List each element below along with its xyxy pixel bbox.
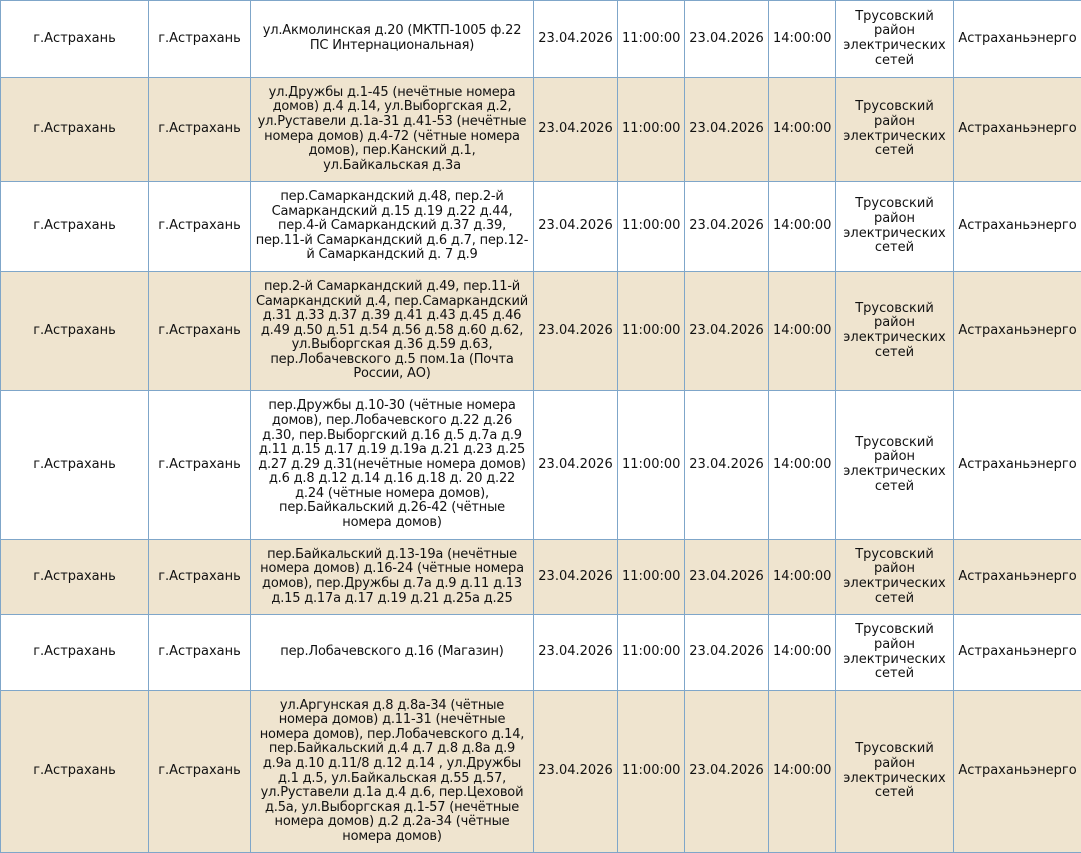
region-cell: г.Астрахань bbox=[1, 78, 149, 182]
table-row bbox=[1, 691, 1081, 853]
table-row bbox=[1, 1, 1081, 78]
start-date-cell: 23.04.2026 bbox=[534, 691, 618, 853]
city-cell: г.Астрахань bbox=[149, 540, 251, 615]
start-time-cell: 11:00:00 bbox=[618, 272, 685, 391]
organization-cell: Астраханьэнерго bbox=[954, 615, 1081, 691]
end-time-cell: 14:00:00 bbox=[769, 272, 836, 391]
district-cell: Трусовский район электрических сетей bbox=[836, 691, 954, 853]
table-row bbox=[1, 78, 1081, 182]
end-time-cell: 14:00:00 bbox=[769, 391, 836, 540]
table-row bbox=[1, 615, 1081, 691]
organization-cell: Астраханьэнерго bbox=[954, 540, 1081, 615]
end-date-cell: 23.04.2026 bbox=[685, 391, 769, 540]
city-cell: г.Астрахань bbox=[149, 272, 251, 391]
address-cell: пер.Дружбы д.10-30 (чётные номера домов), пер.Лобачевского д.22 д.26 д.30, пер.Выборгский д.16 д.5 д.7а д.9 д.11 д.15 д.17 д.19 д.19а д.21 д.23 д.25 д.27 д.29 д.31(нечётные номера домов) д.6 д.8 д.12 д.14 д.16 д.18 д. 20 д.22 д.24 (чётные номера домов), пер.Байкальский д.26-42 (чётные номера домов) bbox=[251, 391, 534, 540]
organization-cell: Астраханьэнерго bbox=[954, 691, 1081, 853]
start-time-cell: 11:00:00 bbox=[618, 1, 685, 78]
region-cell: г.Астрахань bbox=[1, 540, 149, 615]
address-cell: ул.Дружбы д.1-45 (нечётные номера домов) д.4 д.14, ул.Выборгская д.2, ул.Руставели д.1а-31 д.41-53 (нечётные номера домов) д.4-72 (чётные номера домов), пер.Канский д.1, ул.Байкальская д.3а bbox=[251, 78, 534, 182]
region-cell: г.Астрахань bbox=[1, 182, 149, 272]
organization-cell: Астраханьэнерго bbox=[954, 1, 1081, 78]
district-cell: Трусовский район электрических сетей bbox=[836, 272, 954, 391]
end-time-cell: 14:00:00 bbox=[769, 615, 836, 691]
city-cell: г.Астрахань bbox=[149, 615, 251, 691]
table-row bbox=[1, 391, 1081, 540]
start-date-cell: 23.04.2026 bbox=[534, 78, 618, 182]
city-cell: г.Астрахань bbox=[149, 1, 251, 78]
end-date-cell: 23.04.2026 bbox=[685, 691, 769, 853]
end-date-cell: 23.04.2026 bbox=[685, 540, 769, 615]
start-date-cell: 23.04.2026 bbox=[534, 391, 618, 540]
end-time-cell: 14:00:00 bbox=[769, 182, 836, 272]
city-cell: г.Астрахань bbox=[149, 78, 251, 182]
end-date-cell: 23.04.2026 bbox=[685, 272, 769, 391]
end-time-cell: 14:00:00 bbox=[769, 1, 836, 78]
region-cell: г.Астрахань bbox=[1, 1, 149, 78]
end-date-cell: 23.04.2026 bbox=[685, 182, 769, 272]
organization-cell: Астраханьэнерго bbox=[954, 182, 1081, 272]
end-time-cell: 14:00:00 bbox=[769, 691, 836, 853]
start-time-cell: 11:00:00 bbox=[618, 391, 685, 540]
district-cell: Трусовский район электрических сетей bbox=[836, 540, 954, 615]
district-cell: Трусовский район электрических сетей bbox=[836, 1, 954, 78]
district-cell: Трусовский район электрических сетей bbox=[836, 615, 954, 691]
table-row bbox=[1, 182, 1081, 272]
organization-cell: Астраханьэнерго bbox=[954, 391, 1081, 540]
city-cell: г.Астрахань bbox=[149, 691, 251, 853]
city-cell: г.Астрахань bbox=[149, 391, 251, 540]
region-cell: г.Астрахань bbox=[1, 391, 149, 540]
region-cell: г.Астрахань bbox=[1, 615, 149, 691]
end-time-cell: 14:00:00 bbox=[769, 78, 836, 182]
start-time-cell: 11:00:00 bbox=[618, 615, 685, 691]
region-cell: г.Астрахань bbox=[1, 691, 149, 853]
start-date-cell: 23.04.2026 bbox=[534, 540, 618, 615]
start-date-cell: 23.04.2026 bbox=[534, 272, 618, 391]
address-cell: пер.Байкальский д.13-19а (нечётные номера домов) д.16-24 (чётные номера домов), пер.Дружбы д.7а д.9 д.11 д.13 д.15 д.17а д.17 д.19 д.21 д.25а д.25 bbox=[251, 540, 534, 615]
address-cell: ул.Аргунская д.8 д.8а-34 (чётные номера домов) д.11-31 (нечётные номера домов), пер.Лобачевского д.14, пер.Байкальский д.4 д.7 д.8 д.8а д.9 д.9а д.10 д.11/8 д.12 д.14 , ул.Дружбы д.1 д.5, ул.Байкальская д.55 д.57, ул.Руставели д.1а д.4 д.6, пер.Цеховой д.5а, ул.Выборгская д.1-57 (нечётные номера домов) д.2 д.2а-34 (чётные номера домов) bbox=[251, 691, 534, 853]
start-time-cell: 11:00:00 bbox=[618, 182, 685, 272]
start-date-cell: 23.04.2026 bbox=[534, 1, 618, 78]
start-time-cell: 11:00:00 bbox=[618, 78, 685, 182]
end-date-cell: 23.04.2026 bbox=[685, 1, 769, 78]
address-cell: пер.Самаркандский д.48, пер.2-й Самаркандский д.15 д.19 д.22 д.44, пер.4-й Самаркандский д.37 д.39, пер.11-й Самаркандский д.6 д.7, пер.12-й Самаркандский д. 7 д.9 bbox=[251, 182, 534, 272]
start-time-cell: 11:00:00 bbox=[618, 691, 685, 853]
district-cell: Трусовский район электрических сетей bbox=[836, 391, 954, 540]
organization-cell: Астраханьэнерго bbox=[954, 78, 1081, 182]
district-cell: Трусовский район электрических сетей bbox=[836, 182, 954, 272]
region-cell: г.Астрахань bbox=[1, 272, 149, 391]
start-date-cell: 23.04.2026 bbox=[534, 182, 618, 272]
start-date-cell: 23.04.2026 bbox=[534, 615, 618, 691]
table-row bbox=[1, 272, 1081, 391]
end-date-cell: 23.04.2026 bbox=[685, 78, 769, 182]
city-cell: г.Астрахань bbox=[149, 182, 251, 272]
address-cell: пер.Лобачевского д.16 (Магазин) bbox=[251, 615, 534, 691]
end-date-cell: 23.04.2026 bbox=[685, 615, 769, 691]
organization-cell: Астраханьэнерго bbox=[954, 272, 1081, 391]
end-time-cell: 14:00:00 bbox=[769, 540, 836, 615]
start-time-cell: 11:00:00 bbox=[618, 540, 685, 615]
table-row bbox=[1, 540, 1081, 615]
address-cell: ул.Акмолинская д.20 (МКТП-1005 ф.22 ПС Интернациональная) bbox=[251, 1, 534, 78]
address-cell: пер.2-й Самаркандский д.49, пер.11-й Самаркандский д.4, пер.Самаркандский д.31 д.33 д.37 д.39 д.41 д.43 д.45 д.46 д.49 д.50 д.51 д.54 д.56 д.58 д.60 д.62, ул.Выборгская д.36 д.59 д.63, пер.Лобачевского д.5 пом.1а (Почта России, АО) bbox=[251, 272, 534, 391]
district-cell: Трусовский район электрических сетей bbox=[836, 78, 954, 182]
